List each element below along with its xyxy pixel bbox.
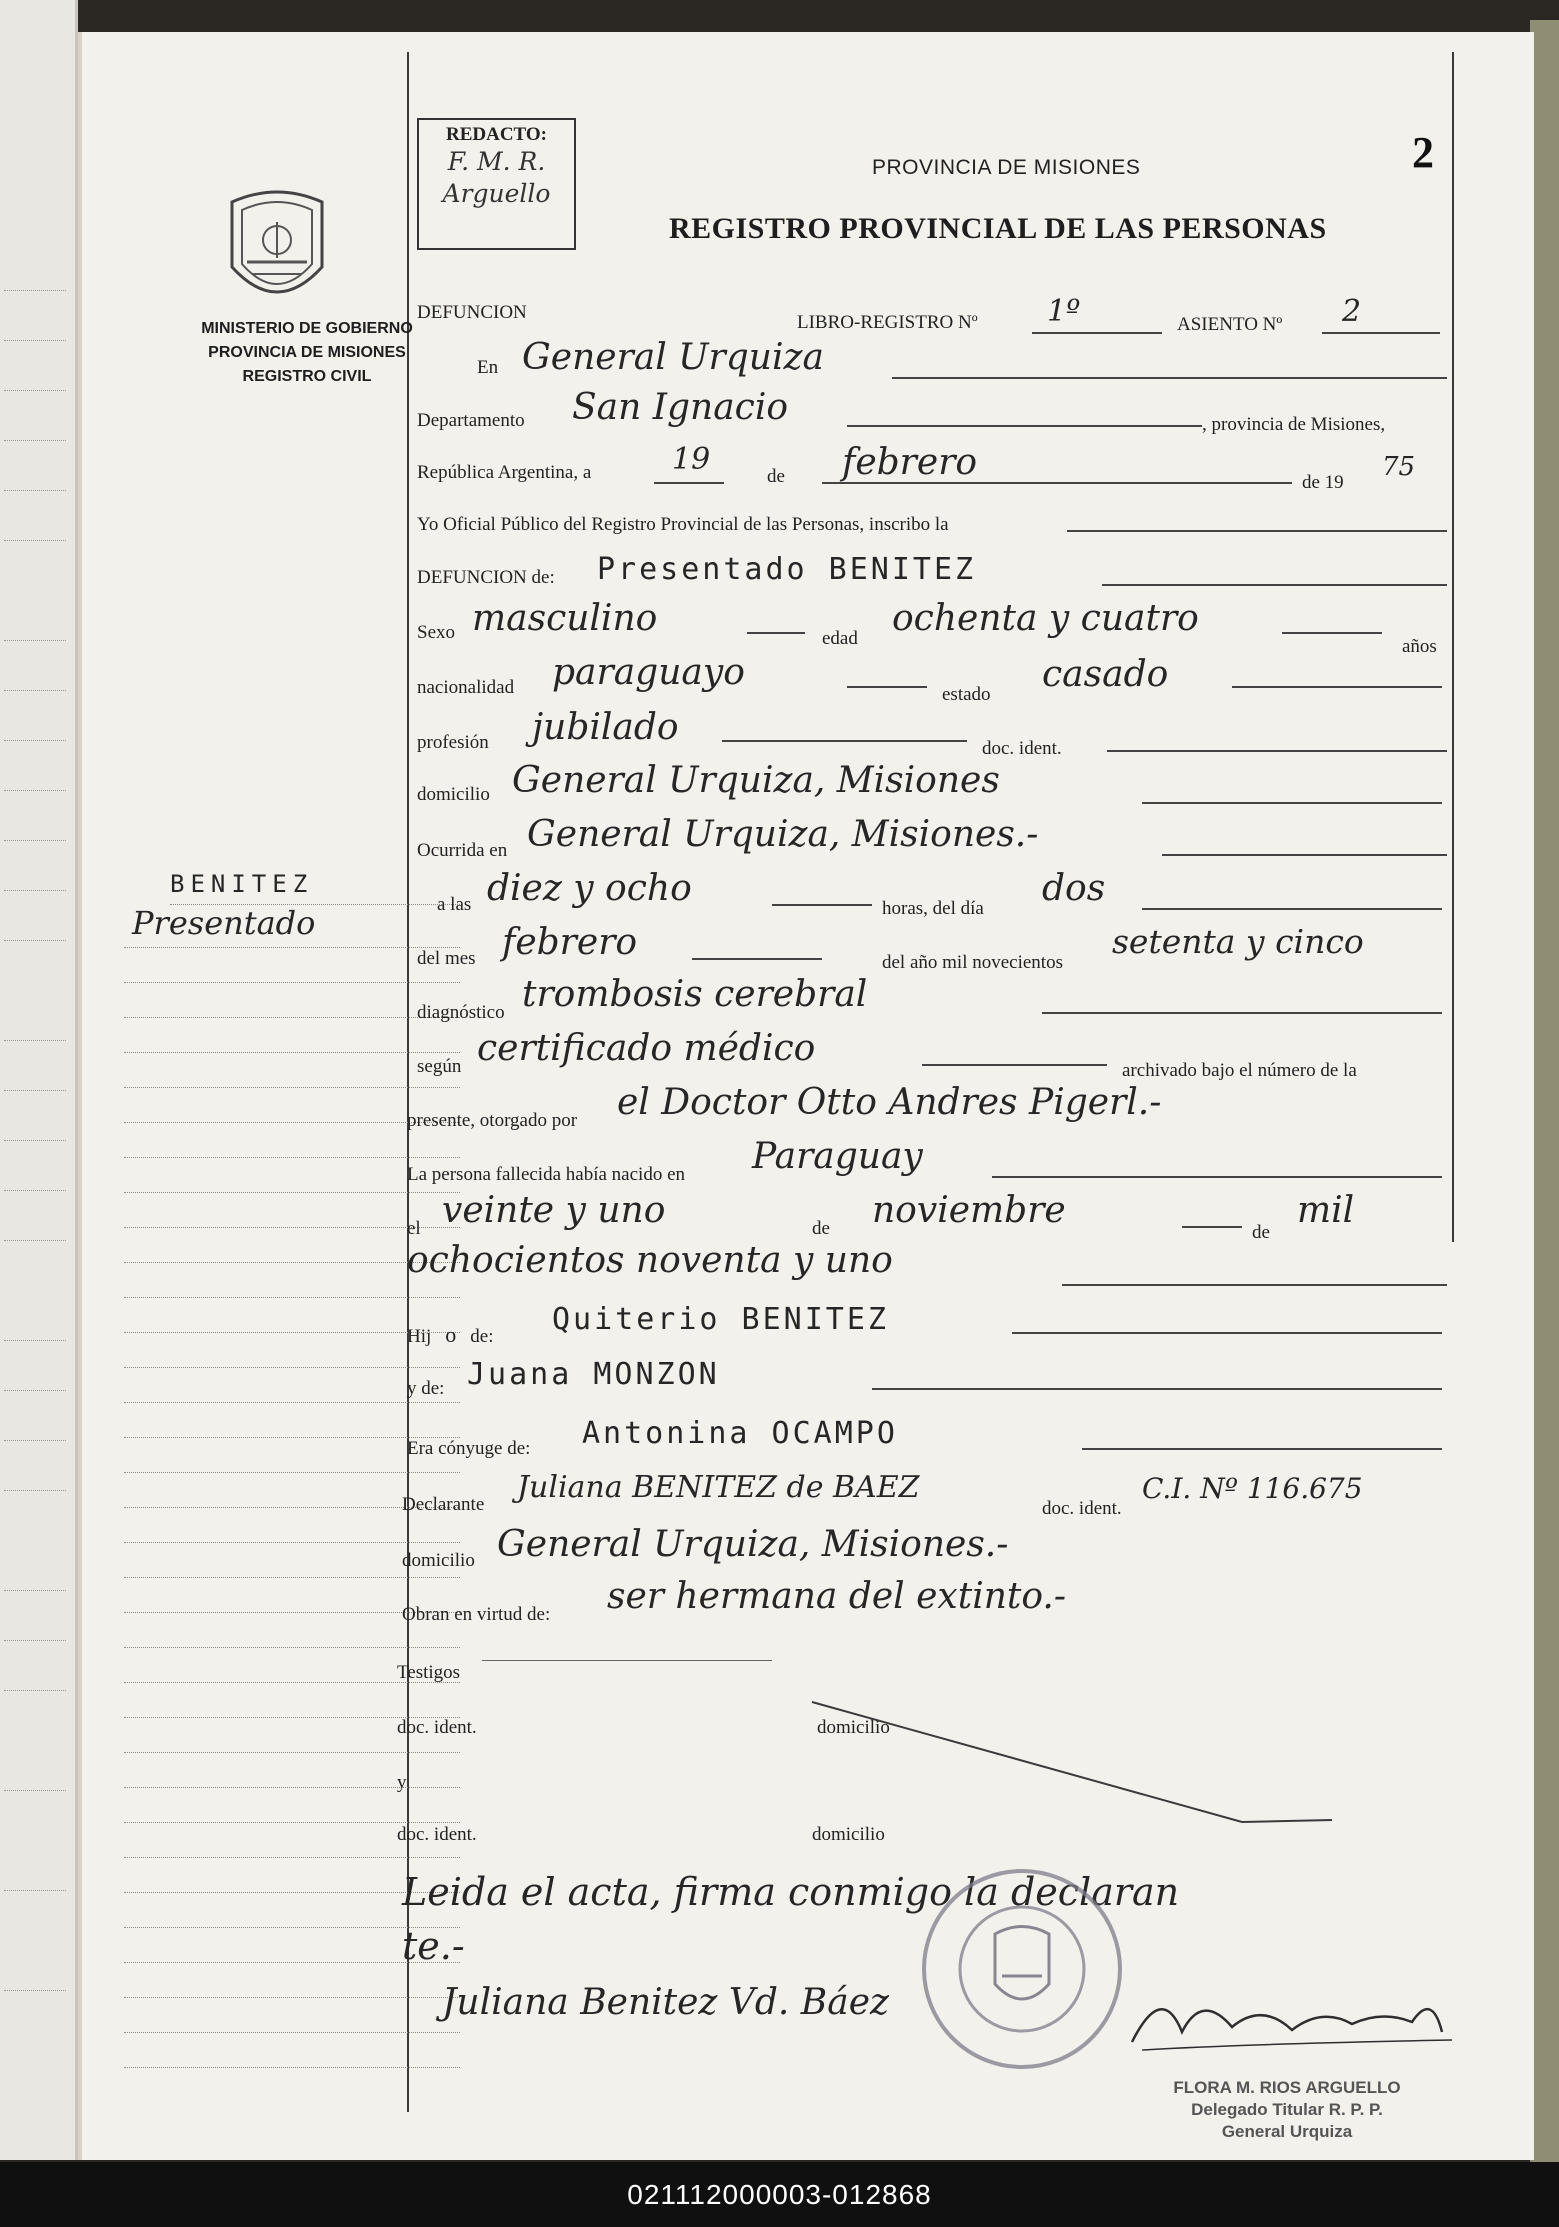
mes-label: del mes — [417, 948, 476, 969]
doc-ident-label: doc. ident. — [982, 738, 1062, 759]
leida-line-2: te.- — [402, 1924, 465, 1968]
doc-ident2-label: doc. ident. — [1042, 1498, 1122, 1519]
registry-title: REGISTRO PROVINCIAL DE LAS PERSONAS — [669, 212, 1327, 245]
domicilio3-label: domicilio — [817, 1717, 890, 1738]
official-place: General Urquiza — [1221, 2122, 1353, 2141]
diagnostico-label: diagnóstico — [417, 1002, 505, 1023]
mil-value: mil — [1297, 1190, 1355, 1231]
day-value: 19 — [672, 442, 711, 477]
el-label: el — [407, 1218, 421, 1239]
en-label: En — [477, 357, 499, 378]
province-title: PROVINCIA DE MISIONES — [872, 156, 1141, 179]
nacido-label: La persona fallecida había nacido en — [407, 1164, 685, 1185]
obran-value: ser hermana del extinto.- — [607, 1576, 1067, 1617]
ministry-line-2: PROVINCIA DE MISIONES — [208, 344, 406, 361]
year-label: de 19 — [1302, 472, 1344, 493]
book-cover-edge — [1530, 20, 1559, 2180]
departamento-value: San Ignacio — [572, 387, 789, 428]
republica-label: República Argentina, a — [417, 462, 592, 483]
otorgado-value: el Doctor Otto Andres Pigerl.- — [617, 1082, 1162, 1123]
domicilio2-value: General Urquiza, Misiones.- — [497, 1524, 1009, 1565]
libro-value: 1º — [1047, 294, 1081, 329]
segun-value: certificado médico — [477, 1028, 816, 1069]
domicilio4-label: domicilio — [812, 1824, 885, 1845]
profesion-label: profesión — [417, 732, 489, 753]
archivado-label: archivado bajo el número de la — [1122, 1060, 1357, 1081]
anio-value: setenta y cinco — [1112, 922, 1364, 961]
asiento-value: 2 — [1342, 294, 1362, 329]
nacido-value: Paraguay — [752, 1136, 923, 1177]
profesion-value: jubilado — [532, 707, 679, 748]
record-type: DEFUNCION — [417, 302, 527, 323]
redacto-box — [417, 118, 576, 250]
estado-value: casado — [1042, 654, 1169, 695]
ministry-header — [137, 317, 477, 389]
sexo-label: Sexo — [417, 622, 455, 643]
ci-value: C.I. Nº 116.675 — [1142, 1472, 1363, 1505]
year-value: 75 — [1382, 452, 1416, 482]
de2-label: de — [812, 1218, 830, 1239]
declarante-value: Juliana BENITEZ de BAEZ — [517, 1470, 920, 1505]
estado-label: estado — [942, 684, 991, 705]
conyuge-label: Era cónyuge de: — [407, 1438, 531, 1459]
y-de-label: y de: — [407, 1378, 445, 1399]
signature-block — [1122, 2077, 1452, 2143]
leida-line-1: Leida el acta, firma conmigo la declaran — [402, 1870, 1180, 1914]
declarante-signature: Juliana Benitez Vd. Báez — [442, 1982, 889, 2023]
dia-value: dos — [1042, 868, 1106, 909]
asiento-label: ASIENTO Nº — [1177, 314, 1283, 335]
ocurrida-label: Ocurrida en — [417, 840, 508, 861]
sexo-value: masculino — [472, 598, 658, 639]
en-value: General Urquiza — [522, 337, 824, 378]
official-signature — [1122, 1972, 1462, 2062]
domicilio2-label: domicilio — [402, 1550, 475, 1571]
libro-label: LIBRO-REGISTRO Nº — [797, 312, 978, 333]
anio-label: del año mil novecientos — [882, 952, 1063, 973]
page-number: 2 — [1412, 128, 1434, 177]
otorgado-label: presente, otorgado por — [407, 1110, 578, 1131]
ochocientos-value: ochocientos noventa y uno — [407, 1240, 893, 1281]
a-las-label: a las — [437, 894, 472, 915]
provincia-label: , provincia de Misiones, — [1202, 414, 1386, 435]
defuncion-label: DEFUNCION de: — [417, 567, 555, 588]
left-page-edge — [0, 0, 78, 2160]
a-las-value: diez y ocho — [487, 868, 692, 909]
yo-oficial-label: Yo Oficial Público del Registro Provincial de las Personas, inscribo la — [417, 514, 949, 535]
ocurrida-value: General Urquiza, Misiones.- — [527, 814, 1039, 855]
barcode-footer: 021112000003-012868 — [0, 2162, 1559, 2227]
padre-value: Quiterio BENITEZ — [552, 1302, 889, 1337]
margin-name: Presentado — [132, 904, 316, 942]
edad-label: edad — [822, 628, 858, 649]
domicilio-label: domicilio — [417, 784, 490, 805]
el-value: veinte y uno — [442, 1190, 666, 1231]
doc-ident3-label: doc. ident. — [397, 1717, 477, 1738]
official-name: FLORA M. RIOS ARGUELLO — [1173, 2078, 1401, 2097]
mes-value: febrero — [502, 922, 638, 963]
edad-value: ochenta y cuatro — [892, 598, 1199, 639]
de3-label: de — [1252, 1222, 1270, 1243]
nacionalidad-value: paraguayo — [552, 652, 745, 693]
diagnostico-value: trombosis cerebral — [522, 974, 868, 1015]
madre-value: Juana MONZON — [467, 1357, 720, 1392]
departamento-label: Departamento — [417, 410, 525, 431]
segun-label: según — [417, 1056, 462, 1077]
redacto-name: Arguello — [442, 179, 551, 208]
ministry-line-3: REGISTRO CIVIL — [242, 368, 372, 385]
domicilio-value: General Urquiza, Misiones — [512, 760, 1000, 801]
registry-stamp-icon — [917, 1864, 1127, 2074]
horas-label: horas, del día — [882, 898, 984, 919]
nacido-mes-value: noviembre — [872, 1190, 1066, 1231]
provincial-seal-icon — [212, 182, 342, 317]
ministry-line-1: MINISTERIO DE GOBIERNO — [201, 320, 413, 337]
official-title: Delegado Titular R. P. P. — [1191, 2100, 1383, 2119]
testigos-label: Testigos — [397, 1662, 461, 1683]
de-label: de — [767, 466, 785, 487]
anos-label: años — [1402, 636, 1437, 657]
redacto-initials: F. M. R. — [447, 147, 546, 176]
month-value: febrero — [842, 442, 978, 483]
nacionalidad-label: nacionalidad — [417, 677, 515, 698]
obran-label: Obran en virtud de: — [402, 1604, 551, 1625]
document-page — [78, 32, 1534, 2160]
defuncion-value: Presentado BENITEZ — [597, 552, 977, 587]
hijo-label: Hij o de: — [407, 1322, 494, 1347]
declarante-label: Declarante — [402, 1494, 485, 1515]
right-rule — [1452, 52, 1454, 1242]
y-label: y — [397, 1772, 407, 1793]
doc-ident4-label: doc. ident. — [397, 1824, 477, 1845]
redacto-label: REDACTO: — [446, 124, 547, 145]
conyuge-value: Antonina OCAMPO — [582, 1416, 898, 1451]
margin-surname: BENITEZ — [170, 870, 314, 898]
